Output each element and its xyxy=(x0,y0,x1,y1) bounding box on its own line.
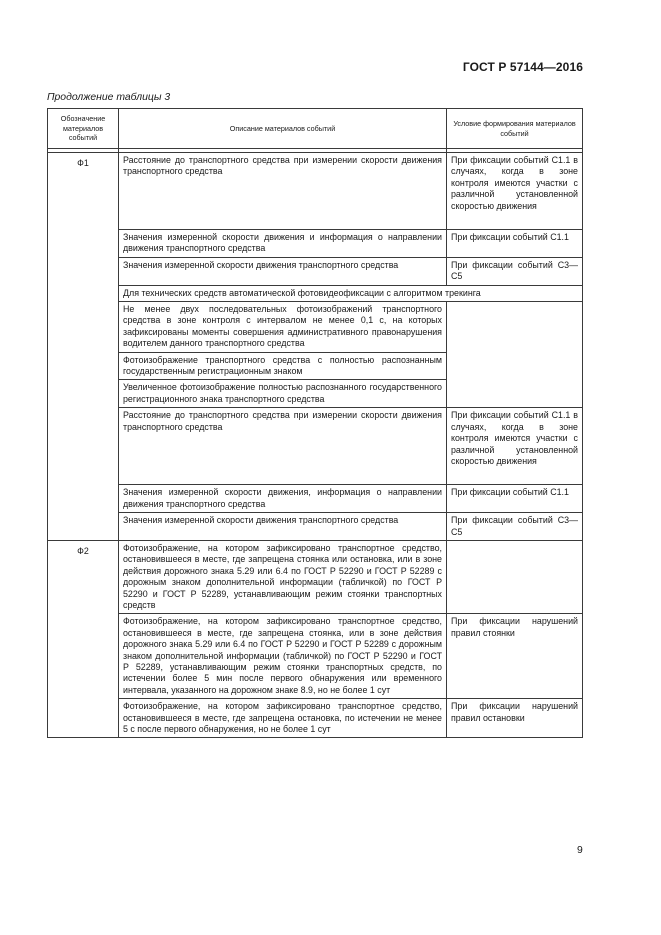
row-description: Расстояние до транспортного средства при измерении скорости движения транспортного средства xyxy=(119,153,447,230)
row-condition: При фиксации событий С3—С5 xyxy=(447,513,583,541)
page-number: 9 xyxy=(577,845,583,856)
code-f2: Ф2 xyxy=(48,540,119,738)
table-row xyxy=(48,302,583,353)
row-description: Расстояние до транспортного средства при измерении скорости движения транспортного средства xyxy=(119,408,447,485)
tracking-caption: Для технических средств автоматической фотовидеофиксации с алгоритмом трекинга xyxy=(119,285,583,301)
table-continuation-caption: Продолжение таблицы 3 xyxy=(47,92,171,103)
table-row xyxy=(48,257,583,285)
row-description: Не менее двух последовательных фотоизображений транспортного средства в зоне контроля с интервалом не менее 0,1 с, на которых зафиксированы моменты совершения административного правонарушения водителем данного транспортного средства xyxy=(119,302,447,353)
row-condition: При фиксации событий С1.1 в случаях, когда в зоне контроля имеются участки с различной установленной скоростью движения xyxy=(447,408,583,485)
standard-header: ГОСТ Р 57144—2016 xyxy=(462,60,583,74)
row-condition-empty xyxy=(447,302,583,408)
events-materials-table xyxy=(47,108,583,738)
row-description: Фотоизображение, на котором зафиксировано транспортное средство, остановившееся в месте, где запрещена стоянка или остановка, или в зоне действия дорожного знака 5.29 или 6.4 по ГОСТ Р 52290 и ГОСТ Р 52289 с дорожным знаком дополнительной информации (табличкой) по ГОСТ Р 52290 и ГОСТ Р 52289, устанавливающим режим стоянки транспортных средств xyxy=(119,540,447,613)
row-description: Значения измеренной скорости движения транспортного средства xyxy=(119,513,447,541)
row-condition: При фиксации событий С1.1 в случаях, когда в зоне контроля имеются участки с различной установленной скоростью движения xyxy=(447,153,583,230)
table-row xyxy=(48,285,583,301)
row-condition: При фиксации событий С1.1 xyxy=(447,230,583,258)
row-description: Значения измеренной скорости движения и информация о направлении движения транспортного средства xyxy=(119,230,447,258)
row-condition: При фиксации событий С1.1 xyxy=(447,485,583,513)
row-description: Фотоизображение транспортного средства с полностью распознанным государственным регистрационным знаком xyxy=(119,352,447,380)
table-header-row xyxy=(48,109,583,149)
table-row xyxy=(48,230,583,258)
table-row xyxy=(48,699,583,738)
row-description: Значения измеренной скорости движения, информация о направлении движения транспортного средства xyxy=(119,485,447,513)
row-condition: При фиксации нарушений правил стоянки xyxy=(447,614,583,699)
row-description: Увеличенное фотоизображение полностью распознанного государственного регистрационного знака транспортного средства xyxy=(119,380,447,408)
row-condition: При фиксации нарушений правил остановки xyxy=(447,699,583,738)
table-row xyxy=(48,614,583,699)
row-condition xyxy=(447,540,583,613)
row-condition: При фиксации событий С3—С5 xyxy=(447,257,583,285)
row-description: Значения измеренной скорости движения транспортного средства xyxy=(119,257,447,285)
header-designation: Обозначение материалов событий xyxy=(48,109,119,149)
header-description: Описание материалов событий xyxy=(119,109,447,149)
table-row xyxy=(48,540,583,613)
row-description: Фотоизображение, на котором зафиксировано транспортное средство, остановившееся в месте, где запрещена остановка, по истечении не менее 5 с после первого обнаружения, но не более 1 сут xyxy=(119,699,447,738)
table-row xyxy=(48,513,583,541)
row-description: Фотоизображение, на котором зафиксировано транспортное средство, остановившееся в месте, где запрещена стоянка, или в зоне действия дорожного знака 5.29 или 6.4 по ГОСТ Р 52290 и ГОСТ Р 52289 с дорожным знаком дополнительной информации (табличкой) по ГОСТ Р 52290 и ГОСТ Р 52289, устанавливающим режим стоянки транспортных средств, по истечении более 5 мин после первого обнаружения или временного интервала, указанного на дорожном знаке 8.9, но не более 1 сут xyxy=(119,614,447,699)
table-row xyxy=(48,408,583,485)
table-row xyxy=(48,485,583,513)
table-row xyxy=(48,153,583,230)
header-condition: Условие формирования материалов событий xyxy=(447,109,583,149)
code-f1: Ф1 xyxy=(48,153,119,541)
